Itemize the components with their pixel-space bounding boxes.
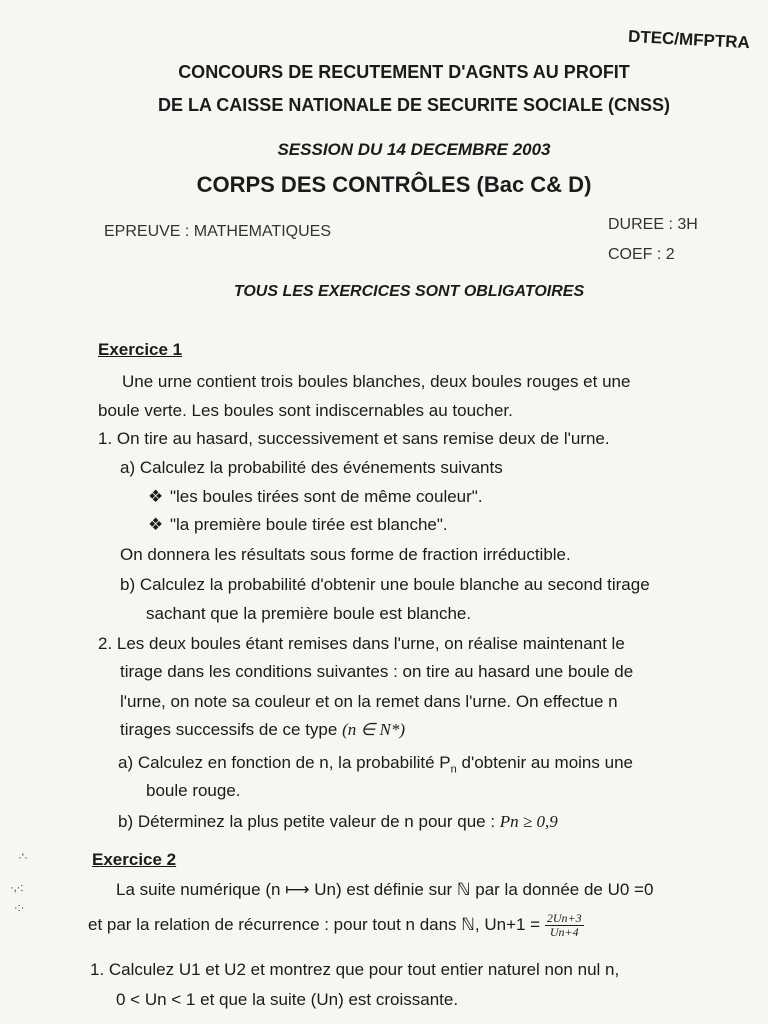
ex1-bullet-1 xyxy=(148,487,483,507)
ex2-intro-line-1: La suite numérique (n ⟼ Un) est définie sur ℕ par la donnée de U0 =0 xyxy=(116,880,654,899)
q2a-text-end: d'obtenir au moins une xyxy=(456,753,633,772)
ex1-question-2b xyxy=(118,812,558,832)
ex1-intro-line-1: Une urne contient trois boules blanches, deux boules rouges et une xyxy=(122,372,631,391)
recurrence-fraction xyxy=(545,912,584,939)
exercise-2-title: Exercice 2 xyxy=(92,850,177,869)
margin-mark: ·:· xyxy=(14,902,25,914)
q2-line-4-math: (n ∈ N*) xyxy=(342,720,406,739)
coef-label: COEF : 2 xyxy=(608,246,675,263)
obligatory-notice: TOUS LES EXERCICES SONT OBLIGATOIRES xyxy=(233,283,585,300)
epreuve-label: EPREUVE : MATHEMATIQUES xyxy=(104,223,331,240)
diamond-bullet-icon: ❖ xyxy=(148,487,164,506)
ex2-intro-line-2 xyxy=(88,912,584,939)
exercise-1-title: Exercice 1 xyxy=(98,340,183,359)
bullet-1-text: "les boules tirées sont de même couleur". xyxy=(170,487,483,506)
q2a-subscript: n xyxy=(450,763,457,776)
margin-mark: ·’· xyxy=(18,852,28,864)
fraction-numerator: 2Un+3 xyxy=(546,911,582,925)
q2b-text: b) Déterminez la plus petite valeur de n pour que : xyxy=(118,812,496,831)
ex1-note: On donnera les résultats sous forme de fraction irréductible. xyxy=(120,545,571,564)
ex1-question-2-line-2: tirage dans les conditions suivantes : on tire au hasard une boule de xyxy=(120,662,634,681)
bullet-2-text: "la première boule tirée est blanche". xyxy=(170,515,448,534)
ex1-question-2a-line-2: boule rouge. xyxy=(146,781,241,800)
margin-mark: ·,·: xyxy=(10,882,24,894)
ex1-question-2-line-1: 2. Les deux boules étant remises dans l'urne, on réalise maintenant le xyxy=(98,634,625,653)
ex1-question-1: 1. On tire au hasard, successivement et sans remise deux de l'urne. xyxy=(98,429,610,448)
diamond-bullet-icon: ❖ xyxy=(148,515,164,534)
ex1-question-1b-line-2: sachant que la première boule est blanche. xyxy=(146,604,472,623)
ex1-question-2-line-4 xyxy=(120,720,405,740)
ex1-question-2-line-3: l'urne, on note sa couleur et on la remet dans l'urne. On effectue n xyxy=(120,692,618,711)
ex1-bullet-2 xyxy=(148,515,448,535)
ex2-question-1-line-1: 1. Calculez U1 et U2 et montrez que pour tout entier naturel non nul n, xyxy=(90,960,620,979)
ex1-question-1a: a) Calculez la probabilité des événements suivants xyxy=(120,458,503,477)
ex2-question-1-line-2: 0 < Un < 1 et que la suite (Un) est croissante. xyxy=(116,990,459,1009)
ex2-intro-line-2-text: et par la relation de récurrence : pour tout n dans ℕ, Un+1 = xyxy=(88,914,541,934)
q2a-text-start: a) Calculez en fonction de n, la probabilité P xyxy=(118,753,451,772)
ex1-question-1b-line-1: b) Calculez la probabilité d'obtenir une boule blanche au second tirage xyxy=(120,575,650,594)
header-line-2: DE LA CAISSE NATIONALE DE SECURITE SOCIALE (CNSS) xyxy=(157,95,671,115)
corps-title: CORPS DES CONTRÔLES (Bac C& D) xyxy=(196,172,592,197)
ex1-question-2a-line-1 xyxy=(118,753,633,775)
header-line-1: CONCOURS DE RECUTEMENT D'AGNTS AU PROFIT xyxy=(178,62,630,82)
q2b-math: Pn ≥ 0,9 xyxy=(499,812,558,831)
duree-label: DUREE : 3H xyxy=(608,216,698,233)
session-line: SESSION DU 14 DECEMBRE 2003 xyxy=(277,140,551,159)
q2-line-4-text: tirages successifs de ce type xyxy=(120,720,338,739)
ex1-intro-line-2: boule verte. Les boules sont indiscernables au toucher. xyxy=(98,401,513,420)
fraction-denominator: Un+4 xyxy=(549,925,579,939)
document-reference: DTEC/MFPTRA xyxy=(627,26,751,53)
